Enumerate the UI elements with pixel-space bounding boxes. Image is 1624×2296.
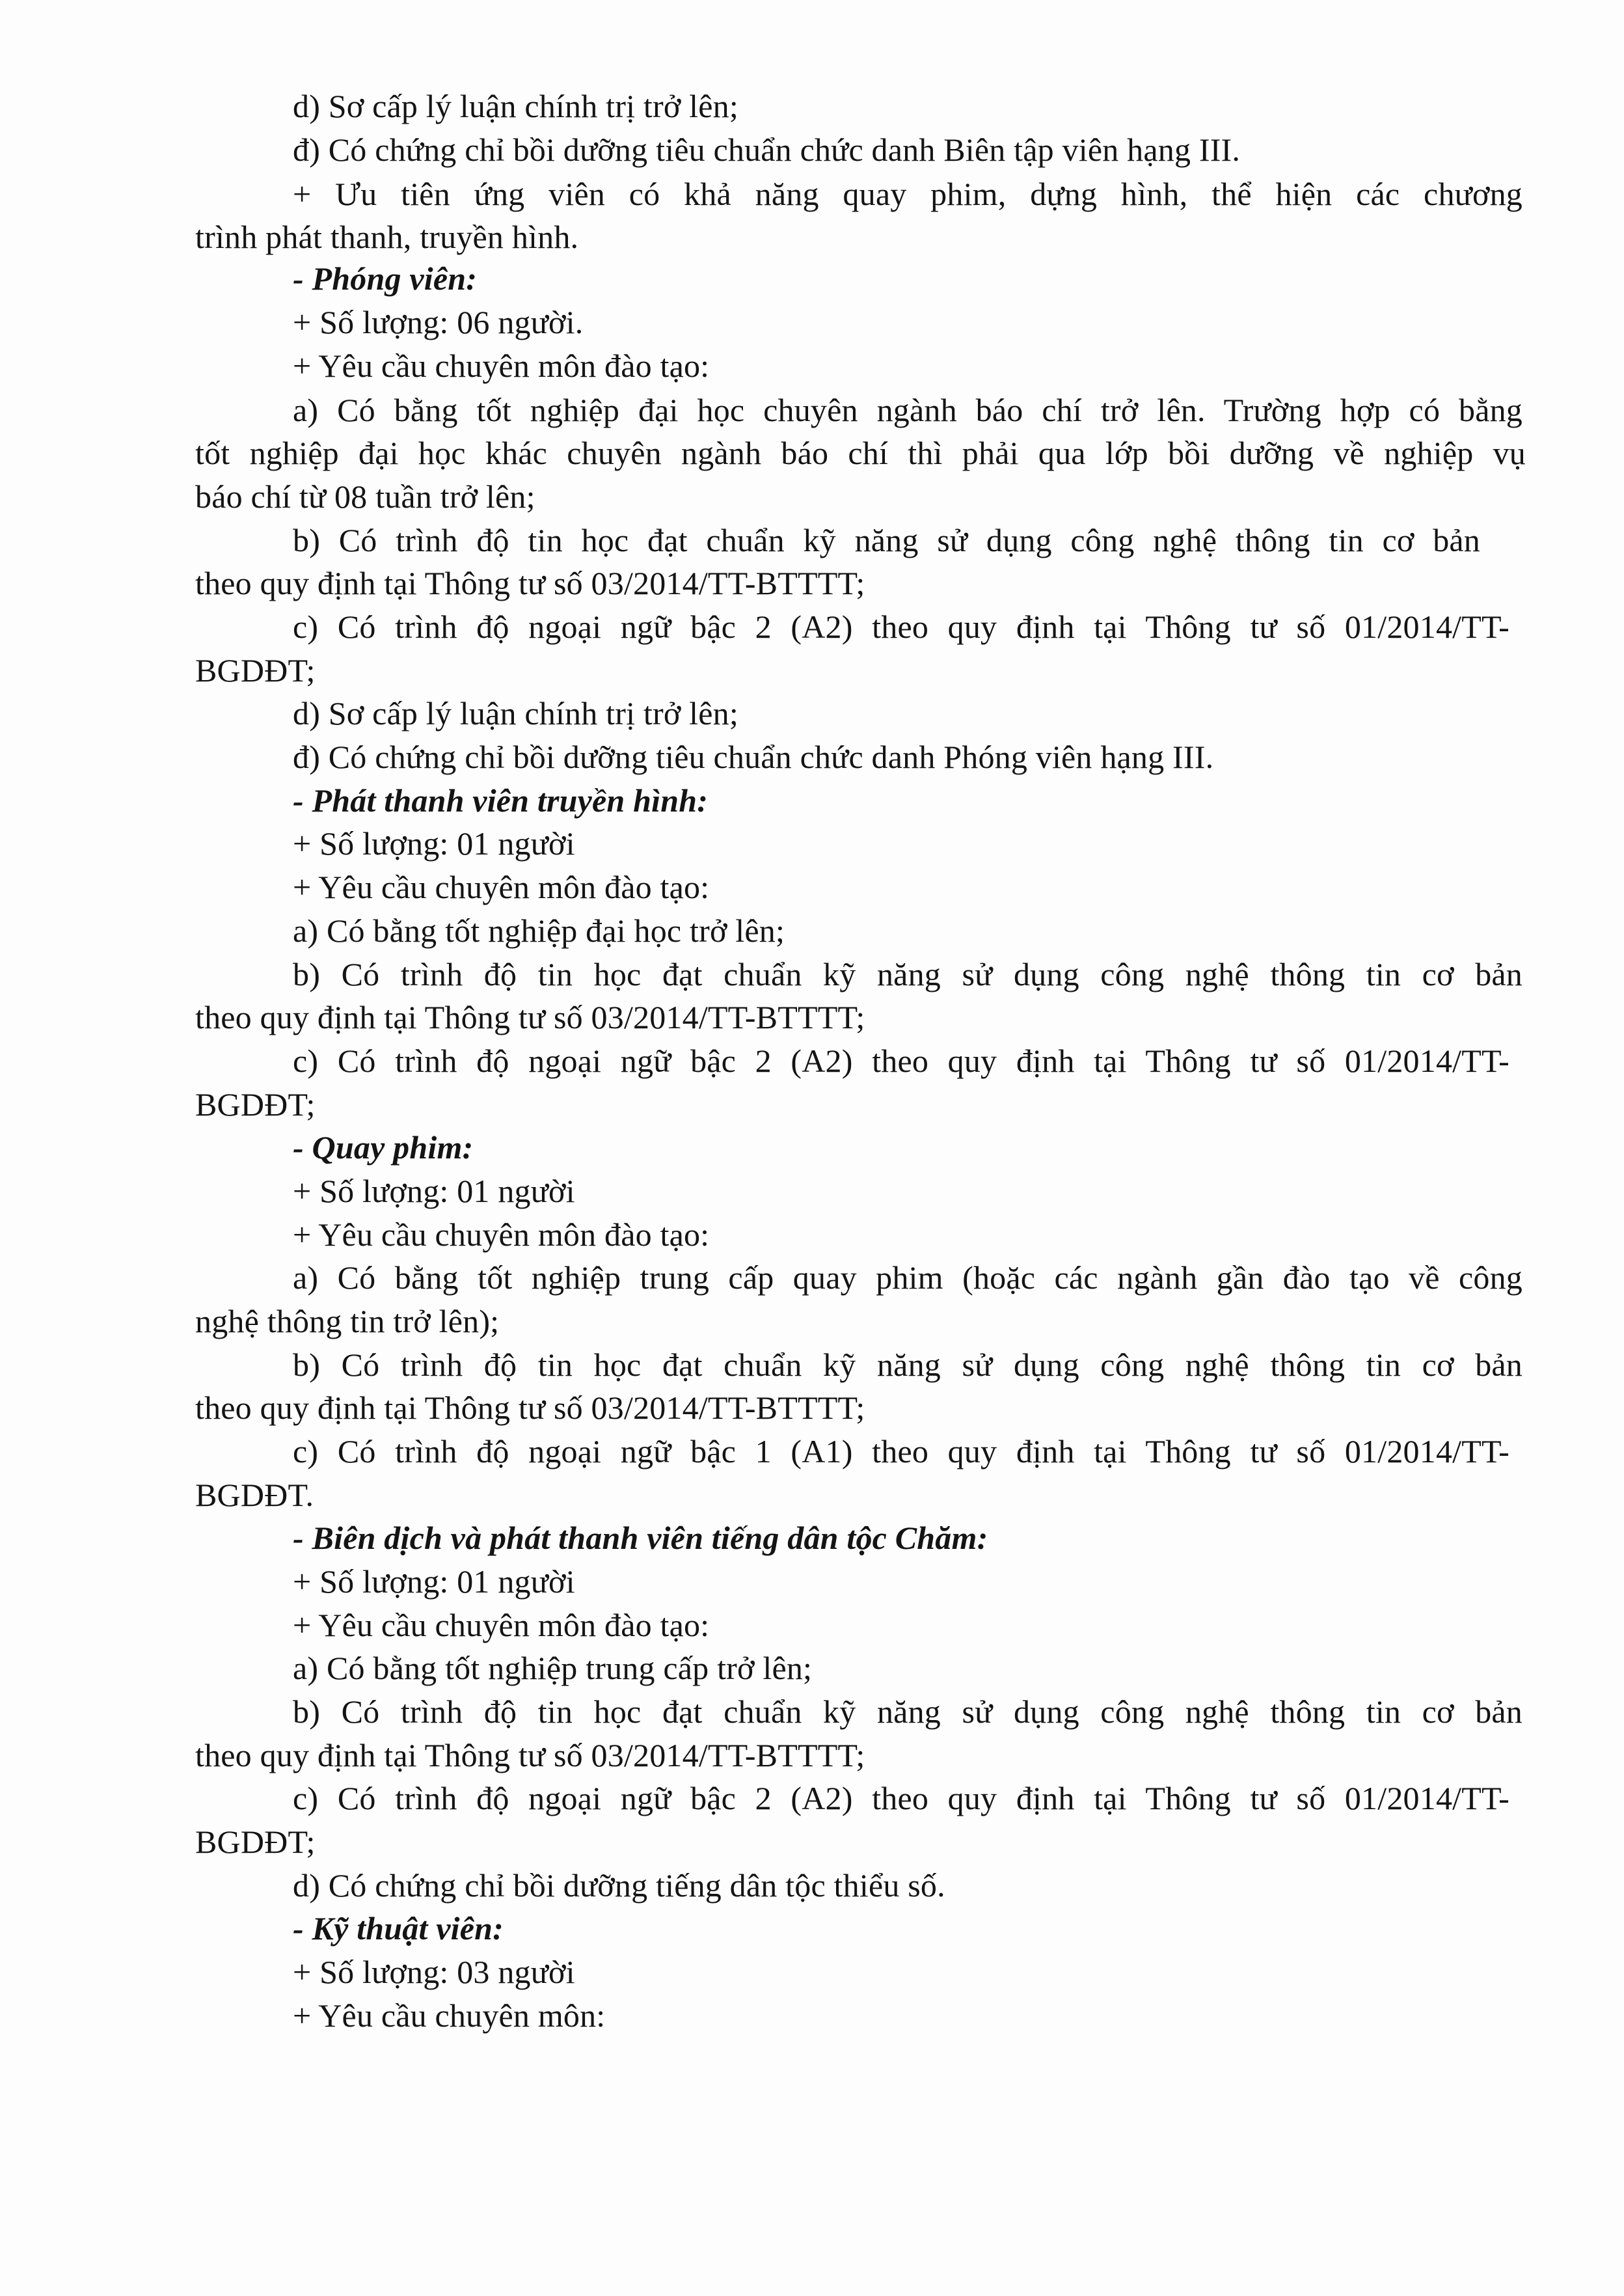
text-line: a) Có bằng tốt nghiệp đại học chuyên ngành báo chí trở lên. Trường hợp có bằng (293, 392, 1522, 428)
text-line: a) Có bằng tốt nghiệp trung cấp trở lên; (293, 1650, 813, 1686)
text-line: theo quy định tại Thông tư số 03/2014/TT-BTTTT; (195, 1389, 865, 1426)
text-line: + Số lượng: 06 người. (293, 304, 584, 340)
text-line: c) Có trình độ ngoại ngữ bậc 2 (A2) theo quy định tại Thông tư số 01/2014/TT- (293, 608, 1509, 645)
text-line: + Yêu cầu chuyên môn đào tạo: (293, 869, 710, 905)
text-line: theo quy định tại Thông tư số 03/2014/TT-BTTTT; (195, 565, 865, 601)
text-line: b) Có trình độ tin học đạt chuẩn kỹ năng sử dụng công nghệ thông tin cơ bản (293, 956, 1522, 992)
section-heading-phong-vien: - Phóng viên: (293, 260, 478, 297)
text-line: tốt nghiệp đại học khác chuyên ngành báo chí thì phải qua lớp bồi dưỡng về nghiệp vụ (195, 435, 1526, 471)
text-line: b) Có trình độ tin học đạt chuẩn kỹ năng sử dụng công nghệ thông tin cơ bản (293, 1693, 1522, 1730)
text-line: BGDĐT; (195, 652, 316, 689)
text-line: BGDĐT. (195, 1477, 314, 1513)
text-line: báo chí từ 08 tuần trở lên; (195, 478, 535, 515)
text-line: + Yêu cầu chuyên môn đào tạo: (293, 348, 710, 384)
text-line: + Số lượng: 03 người (293, 1954, 575, 1990)
text-line: đ) Có chứng chỉ bồi dưỡng tiêu chuẩn chức danh Phóng viên hạng III. (293, 739, 1214, 775)
text-line: BGDĐT; (195, 1824, 316, 1860)
section-heading-phat-thanh-vien: - Phát thanh viên truyền hình: (293, 782, 709, 819)
text-line: trình phát thanh, truyền hình. (195, 219, 579, 255)
text-line: đ) Có chứng chỉ bồi dưỡng tiêu chuẩn chức danh Biên tập viên hạng III. (293, 131, 1241, 168)
section-heading-ky-thuat-vien: - Kỹ thuật viên: (293, 1910, 504, 1947)
text-line: theo quy định tại Thông tư số 03/2014/TT-BTTTT; (195, 1737, 865, 1773)
text-line: theo quy định tại Thông tư số 03/2014/TT-BTTTT; (195, 999, 865, 1035)
text-line: + Số lượng: 01 người (293, 825, 575, 862)
text-line: d) Sơ cấp lý luận chính trị trở lên; (293, 695, 738, 731)
text-line: b) Có trình độ tin học đạt chuẩn kỹ năng sử dụng công nghệ thông tin cơ bản (293, 522, 1480, 558)
text-line: + Số lượng: 01 người (293, 1563, 575, 1600)
text-line: + Yêu cầu chuyên môn: (293, 1997, 606, 2034)
text-line: b) Có trình độ tin học đạt chuẩn kỹ năng sử dụng công nghệ thông tin cơ bản (293, 1346, 1522, 1383)
text-line: + Yêu cầu chuyên môn đào tạo: (293, 1216, 710, 1253)
section-heading-quay-phim: - Quay phim: (293, 1129, 474, 1166)
text-line: a) Có bằng tốt nghiệp đại học trở lên; (293, 912, 785, 949)
text-line: a) Có bằng tốt nghiệp trung cấp quay phim (hoặc các ngành gần đào tạo về công (293, 1259, 1522, 1296)
text-line: BGDĐT; (195, 1086, 316, 1123)
text-line: nghệ thông tin trở lên); (195, 1303, 500, 1339)
text-line: c) Có trình độ ngoại ngữ bậc 2 (A2) theo quy định tại Thông tư số 01/2014/TT- (293, 1780, 1509, 1816)
section-heading-bien-dich: - Biên dịch và phát thanh viên tiếng dân tộc Chăm: (293, 1520, 988, 1556)
text-line: + Số lượng: 01 người (293, 1173, 575, 1209)
text-line: + Yêu cầu chuyên môn đào tạo: (293, 1607, 710, 1643)
text-line: d) Sơ cấp lý luận chính trị trở lên; (293, 88, 738, 124)
text-line: d) Có chứng chỉ bồi dưỡng tiếng dân tộc thiểu số. (293, 1867, 945, 1904)
text-line: + Ưu tiên ứng viên có khả năng quay phim, dựng hình, thể hiện các chương (293, 176, 1522, 212)
text-line: c) Có trình độ ngoại ngữ bậc 2 (A2) theo quy định tại Thông tư số 01/2014/TT- (293, 1043, 1509, 1079)
text-line: c) Có trình độ ngoại ngữ bậc 1 (A1) theo quy định tại Thông tư số 01/2014/TT- (293, 1433, 1509, 1469)
